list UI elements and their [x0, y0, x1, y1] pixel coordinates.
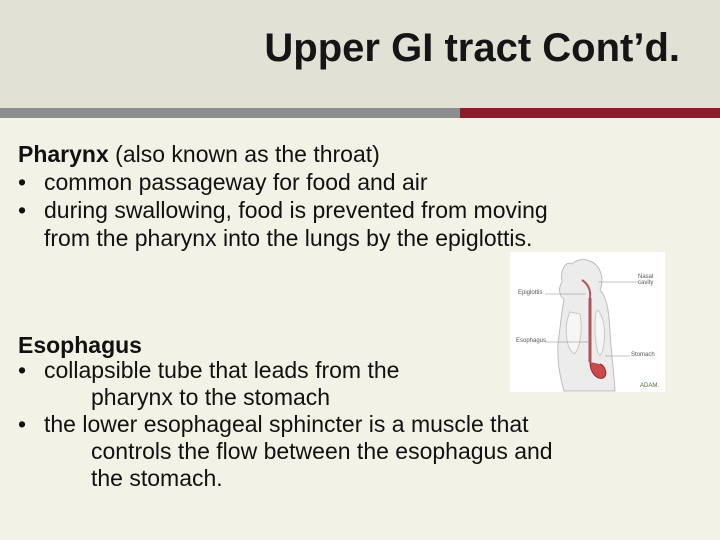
label-esophagus: Esophagus	[516, 338, 547, 344]
label-nasal-cavity: Nasal cavity	[638, 274, 654, 286]
esophagus-bullet-1-continuation: pharynx to the stomach	[91, 384, 331, 410]
pharynx-bullet-2: • during swallowing, food is prevented from moving	[18, 196, 548, 224]
label-epiglottis: Epiglottis	[518, 290, 543, 296]
title-rule-gray	[0, 108, 460, 118]
pharynx-heading-line	[18, 140, 380, 168]
esophagus-bullet-2-continuation-2: the stomach.	[91, 465, 223, 491]
label-stomach: Stomach	[631, 352, 655, 358]
esophagus-bullet-1: • collapsible tube that leads from the	[18, 356, 399, 384]
pharynx-heading: Pharynx	[18, 141, 109, 167]
title-rule-red	[460, 108, 720, 118]
pharynx-bullet-2-continuation: from the pharynx into the lungs by the epiglottis.	[44, 225, 533, 251]
digestive-anatomy-image	[510, 252, 665, 392]
pharynx-note: (also known as the throat)	[108, 141, 380, 167]
slide-title: Upper GI tract Cont’d.	[264, 26, 680, 70]
pharynx-bullet-1: • common passageway for food and air	[18, 168, 428, 196]
esophagus-bullet-2: • the lower esophageal sphincter is a muscle that	[18, 410, 529, 438]
esophagus-bullet-2-continuation-1: controls the flow between the esophagus and	[91, 438, 553, 464]
anatomy-illustration	[510, 252, 665, 392]
adam-logo: ADAM.	[640, 383, 660, 389]
esophagus-heading: Esophagus	[18, 332, 142, 358]
